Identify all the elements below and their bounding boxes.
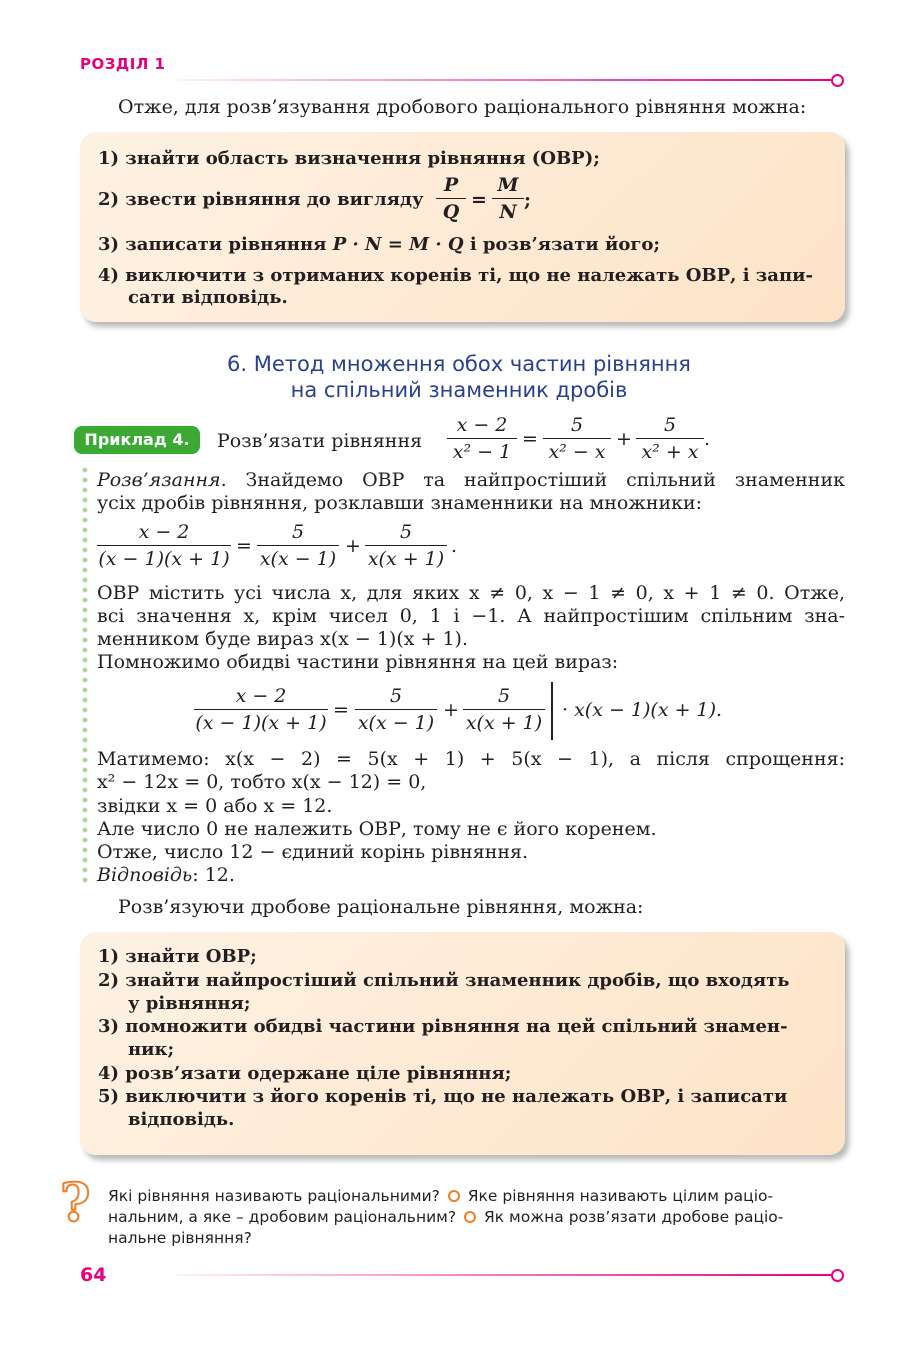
item3-suffix: і розв’язати його; <box>469 234 661 255</box>
fraction-numerator: P <box>443 174 459 196</box>
eq3-fraction-1 <box>194 685 328 734</box>
box2-item-3-line-1: 3) помножити обидві частини рівняння на цей спільний знамен- <box>98 1016 788 1037</box>
box2-item-2-line-1: 2) знайти найпростіший спільний знаменник дробів, що входять <box>98 970 790 991</box>
eq1-equals: = <box>522 428 538 450</box>
solution-label: Розв’язання <box>97 469 221 491</box>
footer-rule <box>175 1274 831 1276</box>
eq2-fraction-1 <box>97 521 231 570</box>
example-badge: Приклад 4. <box>74 426 200 454</box>
fraction-numerator: x − 2 <box>456 414 508 436</box>
footer-rule-circle <box>831 1269 844 1282</box>
algorithm-box-2 <box>80 932 845 1155</box>
eq2-period: . <box>451 535 458 557</box>
box2-item-4: 4) розв’язати одержане ціле рівняння; <box>98 1063 512 1084</box>
question-2-part-1: Яке рівняння називають цілим раціо- <box>467 1187 774 1205</box>
fraction-numerator: 5 <box>399 521 413 543</box>
eq3-equals: = <box>333 699 349 721</box>
eq2-plus: + <box>345 535 361 557</box>
ovr-line-3: менником буде вираз x(x − 1)(x + 1). <box>97 628 469 650</box>
box1-item-4-line-1: 4) виключити з отриманих коренів ті, що не належать ОВР, і запи- <box>98 265 813 286</box>
questions-line-1 <box>108 1186 773 1207</box>
question-2-part-2: нальним, а яке – дробовим раціональним? <box>108 1208 457 1226</box>
item3-prefix: 3) записати рівняння <box>98 234 327 255</box>
result-line-5: Отже, число 12 − єдиний корінь рівняння. <box>97 841 529 863</box>
answer-label: Відповідь <box>97 864 193 886</box>
solution-dotted-margin <box>82 465 88 885</box>
section-heading-line-2: на спільний знаменник дробів <box>290 378 628 402</box>
bullet-circle-icon <box>464 1211 476 1223</box>
box1-item-3 <box>98 234 660 256</box>
box2-item-1: 1) знайти ОВР; <box>98 946 257 967</box>
fraction-denominator: (x − 1)(x + 1) <box>194 709 328 734</box>
box2-item-3-line-2: ник; <box>128 1039 175 1060</box>
example-task: Розв’язати рівняння <box>217 430 423 452</box>
eq3-fraction-2 <box>355 685 437 734</box>
fraction-denominator: x² − 1 <box>447 438 517 463</box>
box1-item-4-line-2: сати відповідь. <box>128 287 288 308</box>
intro-text-2: Розв’язуючи дробове раціональне рівняння, можна: <box>118 896 644 918</box>
fraction-numerator: x − 2 <box>138 521 190 543</box>
box2-item-5-line-1: 5) виключити з його коренів ті, що не належать ОВР, і записати <box>98 1086 788 1107</box>
fraction-denominator: x(x − 1) <box>355 709 437 734</box>
box1-fraction-mn <box>492 174 524 223</box>
fraction-numerator: x − 2 <box>235 685 287 707</box>
fraction-denominator: x² + x <box>636 438 704 463</box>
fraction-denominator: x² − x <box>543 438 611 463</box>
questions-line-2 <box>108 1207 783 1228</box>
multiply-line: Помножимо обидві частини рівняння на цей вираз: <box>97 651 619 673</box>
question-1: Які рівняння називають раціональними? <box>108 1187 440 1205</box>
fraction-numerator: 5 <box>570 414 584 436</box>
solution-line-1 <box>97 469 845 492</box>
intro-text-1: Отже, для розв’язування дробового раціонального рівняння можна: <box>118 96 807 118</box>
answer-value: : 12. <box>192 864 235 886</box>
multiply-bar <box>551 682 553 740</box>
fraction-denominator: x(x + 1) <box>463 709 545 734</box>
box1-equals: = <box>471 189 487 211</box>
box2-item-5-line-2: відповідь. <box>128 1109 235 1130</box>
box1-semicolon: ; <box>524 189 532 211</box>
eq3-plus: + <box>443 699 459 721</box>
eq1-period: . <box>704 428 711 450</box>
fraction-numerator: 5 <box>663 414 677 436</box>
header-rule <box>175 79 831 81</box>
fraction-numerator: 5 <box>389 685 403 707</box>
result-line-4: Але число 0 не належить ОВР, тому не є його коренем. <box>97 818 657 840</box>
eq2-fraction-2 <box>257 521 339 570</box>
item3-formula: P · N = M · Q <box>332 234 464 255</box>
section-heading-line-1: 6. Метод множення обох частин рівняння <box>227 352 691 376</box>
fraction-denominator: N <box>492 198 524 223</box>
question-mark-icon: ? <box>60 1173 91 1234</box>
fraction-denominator: x(x + 1) <box>365 545 447 570</box>
eq1-fraction-2 <box>543 414 611 463</box>
eq1-fraction-1 <box>447 414 517 463</box>
ovr-line-2: всі значення x, крім чисел 0, 1 і −1. А найпростішим спільним зна- <box>97 605 845 627</box>
solution-line-1-text: . Знайдемо ОВР та найпростіший спільний знаменник <box>220 469 845 491</box>
page-number: 64 <box>80 1264 107 1286</box>
bullet-circle-icon <box>448 1190 460 1202</box>
eq2-fraction-3 <box>365 521 447 570</box>
fraction-numerator: 5 <box>497 685 511 707</box>
fraction-numerator: 5 <box>291 521 305 543</box>
box2-item-2-line-2: у рівняння; <box>128 993 251 1014</box>
fraction-denominator: x(x − 1) <box>257 545 339 570</box>
answer-line <box>97 864 235 887</box>
box1-item-1: 1) знайти область визначення рівняння (ОВР); <box>98 148 600 169</box>
fraction-numerator: M <box>497 174 519 196</box>
ovr-line-1: ОВР містить усі числа x, для яких x ≠ 0, x − 1 ≠ 0, x + 1 ≠ 0. Отже, <box>97 582 845 604</box>
result-line-3: звідки x = 0 або x = 12. <box>97 795 333 817</box>
eq2-equals: = <box>236 535 252 557</box>
eq1-fraction-3 <box>636 414 704 463</box>
solution-line-2: усіх дробів рівняння, розклавши знаменники на множники: <box>97 492 703 514</box>
fraction-denominator: (x − 1)(x + 1) <box>97 545 231 570</box>
box1-item-2: 2) звести рівняння до вигляду <box>98 189 424 210</box>
result-line-2: x² − 12x = 0, тобто x(x − 12) = 0, <box>97 771 427 793</box>
header-rule-circle <box>831 74 844 87</box>
questions-line-3: нальне рівняння? <box>108 1229 252 1247</box>
algorithm-box-1 <box>80 132 845 322</box>
eq3-multiplier: · x(x − 1)(x + 1). <box>562 699 723 721</box>
question-3-part-1: Як можна розв’язати дробове раціо- <box>483 1208 784 1226</box>
result-line-1: Матимемо: x(x − 2) = 5(x + 1) + 5(x − 1), а після спрощення: <box>97 748 845 770</box>
eq1-plus: + <box>616 428 632 450</box>
box1-fraction-pq <box>436 174 466 223</box>
section-label: РОЗДІЛ 1 <box>80 55 166 73</box>
eq3-fraction-3 <box>463 685 545 734</box>
fraction-denominator: Q <box>436 198 466 223</box>
